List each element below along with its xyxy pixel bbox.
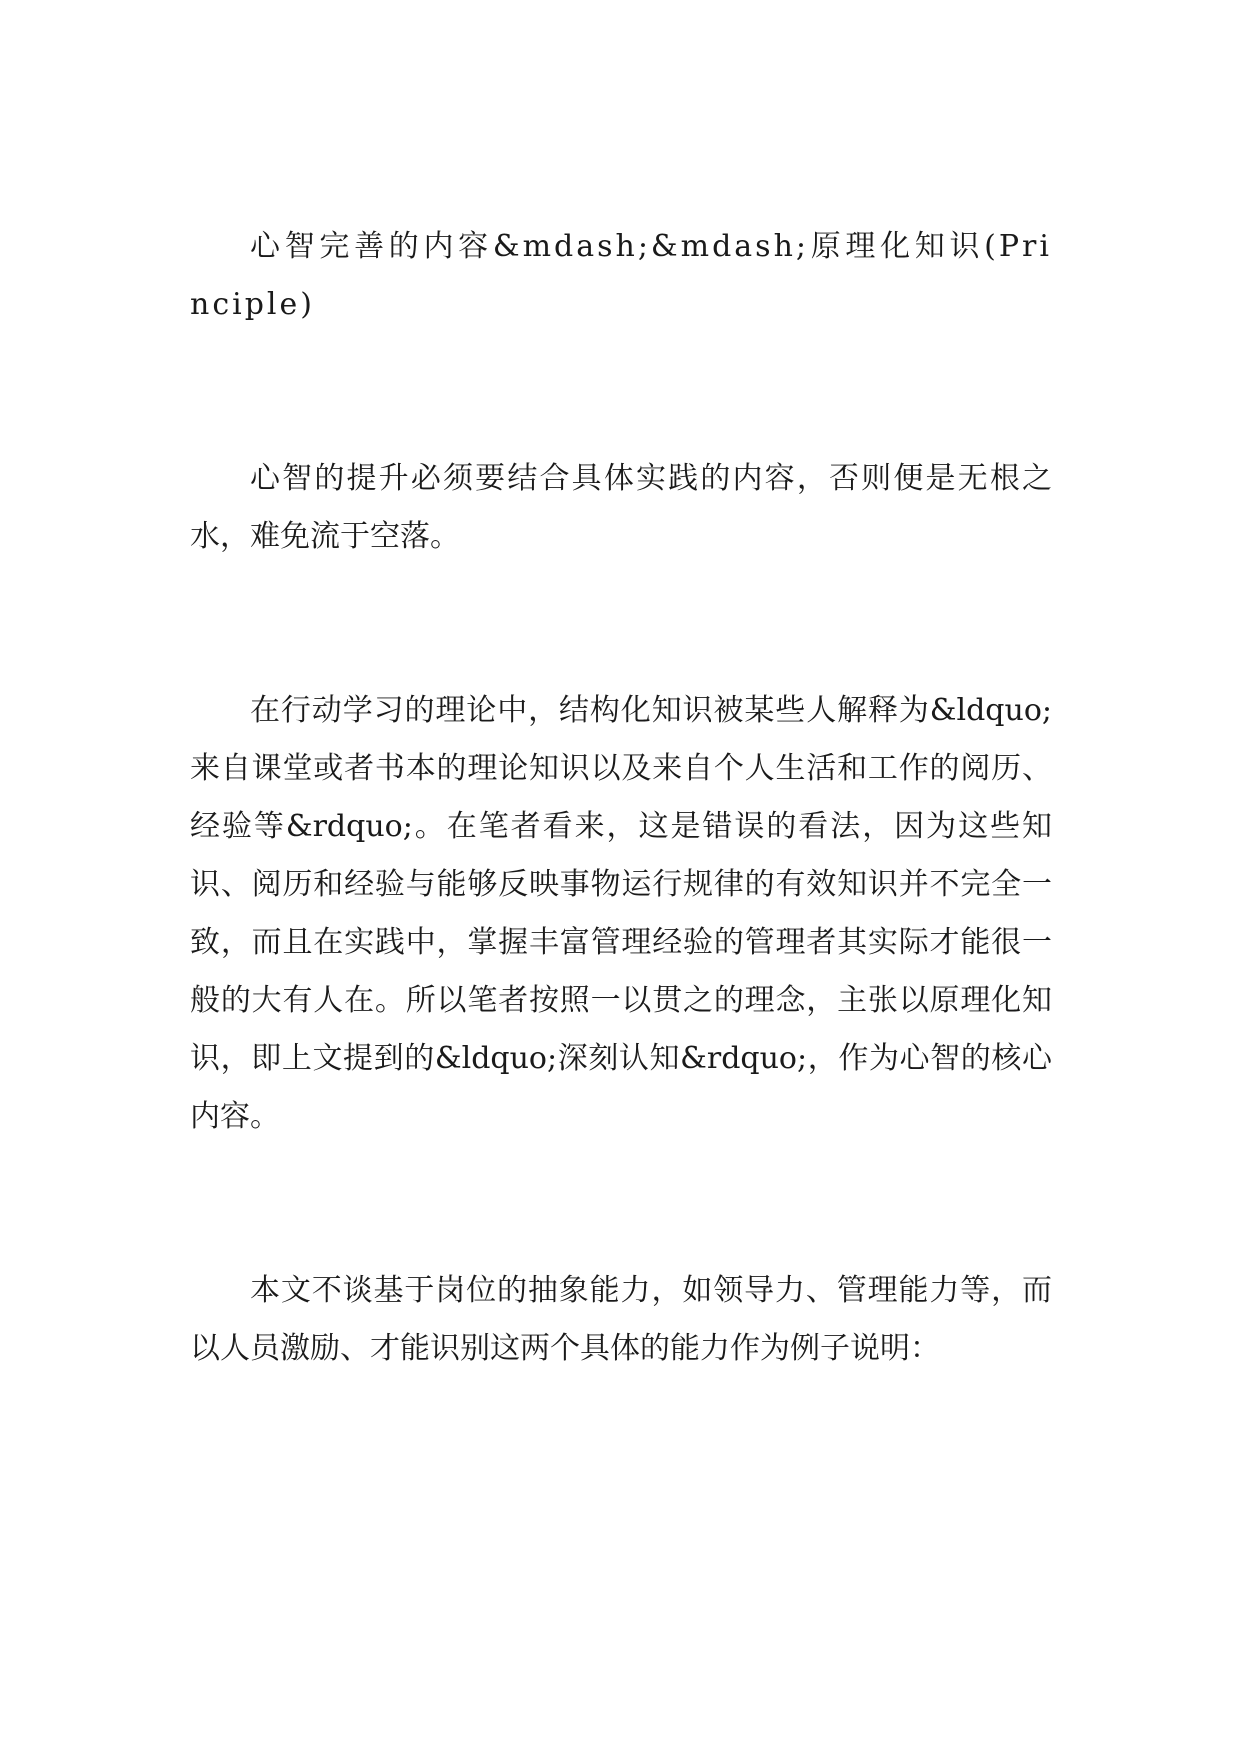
paragraph-3: 本文不谈基于岗位的抽象能力，如领导力、管理能力等，而以人员激励、才能识别这两个具体的能力作为例子说明： (190, 1273, 1052, 1366)
paragraph-spacer (190, 566, 1052, 682)
paragraph-1: 心智的提升必须要结合具体实践的内容，否则便是无根之水，难免流于空落。 (190, 461, 1052, 554)
paragraph-spacer (190, 1146, 1052, 1262)
paragraph-spacer (190, 334, 1052, 450)
section-heading: 心智完善的内容&mdash;&mdash;原理化知识(Principle) (190, 229, 1052, 322)
paragraph-2: 在行动学习的理论中，结构化知识被某些人解释为&ldquo;来自课堂或者书本的理论知识以及来自个人生活和工作的阅历、经验等&rdquo;。在笔者看来，这是错误的看法，因为这些知识、阅历和经验与能够反映事物运行规律的有效知识并不完全一致，而且在实践中，掌握丰富管理经验的管理者其实际才能很一般的大有人在。所以笔者按照一以贯之的理念，主张以原理化知识，即上文提到的&ldquo;深刻认知&rdquo;，作为心智的核心内容。 (190, 693, 1052, 1134)
document-body (190, 218, 1052, 1378)
